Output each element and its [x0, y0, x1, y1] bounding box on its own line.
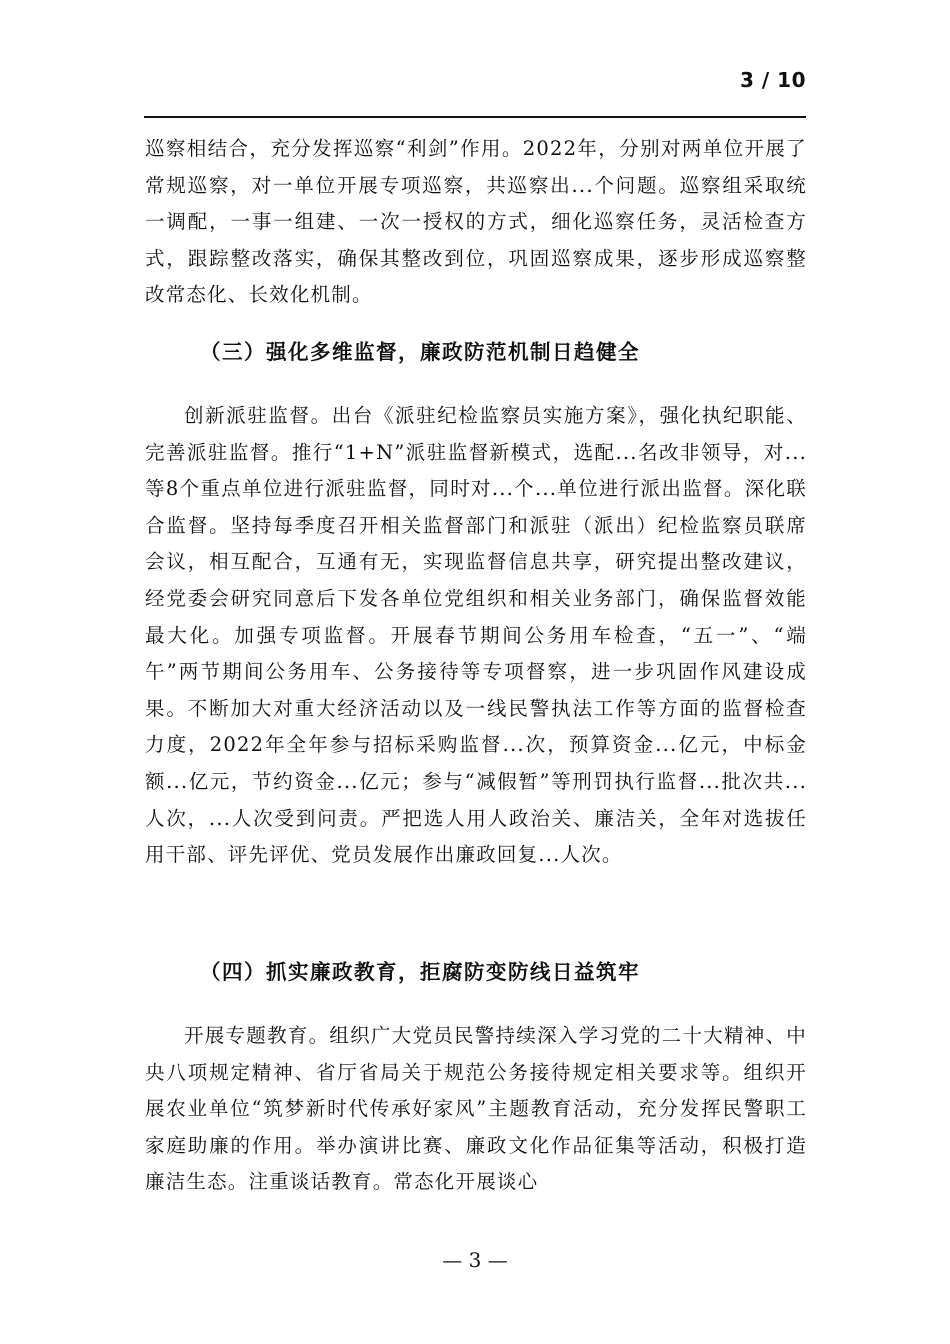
section-heading-4: （四）抓实廉政教育，拒腐防变防线日益筑牢 [200, 960, 640, 984]
paragraph-supervision [145, 398, 807, 874]
page-footer-number: — 3 — [442, 1248, 508, 1272]
paragraph-education [145, 1018, 807, 1201]
paragraph-text: 巡察相结合，充分发挥巡察“利剑”作用。2022年，分别对两单位开展了常规巡察，对一单位开展专项巡察，共巡察出...个问题。巡察组采取统一调配，一事一组建、一次一授权的方式，细化巡察任务，灵活检查方式，跟踪整改落实，确保其整改到位，巩固巡察成果，逐步形成巡察整改常态化、长效化机制。 [145, 137, 807, 307]
page-counter: 3 / 10 [740, 68, 806, 92]
header-divider [144, 116, 806, 118]
paragraph-text: 创新派驻监督。出台《派驻纪检监察员实施方案》，强化执纪职能、完善派驻监督。推行“1+N”派驻监督新模式，选配...名改非领导，对...等8个重点单位进行派驻监督，同时对...个...单位进行派出监督。深化联合监督。坚持每季度召开相关监督部门和派驻（派出）纪检监察员联席会议，相互配合，互通有无，实现监督信息共享，研究提出整改建议，经党委会研究同意后下发各单位党组织和相关业务部门，确保监督效能最大化。加强专项监督。开展春节期间公务用车检查，“五一”、“端午”两节期间公务用车、公务接待等专项督察，进一步巩固作风建设成果。不断加大对重大经济活动以及一线民警执法工作等方面的监督检查力度，2022年全年参与招标采购监督...次，预算资金...亿元，中标金额...亿元，节约资金...亿元；参与“减假暂”等刑罚执行监督...批次共...人次，...人次受到问责。严把选人用人政治关、廉洁关，全年对选拔任用干部、评先评优、党员发展作出廉政回复...人次。 [145, 404, 807, 867]
section-heading-3: （三）强化多维监督，廉政防范机制日趋健全 [200, 340, 640, 364]
paragraph-text: 开展专题教育。组织广大党员民警持续深入学习党的二十大精神、中央八项规定精神、省厅省局关于规范公务接待规定相关要求等。组织开展农业单位“筑梦新时代传承好家风”主题教育活动，充分发挥民警职工家庭助廉的作用。举办演讲比赛、廉政文化作品征集等活动，积极打造廉洁生态。注重谈话教育。常态化开展谈心 [145, 1024, 807, 1194]
paragraph-inspection-continued [145, 131, 807, 314]
